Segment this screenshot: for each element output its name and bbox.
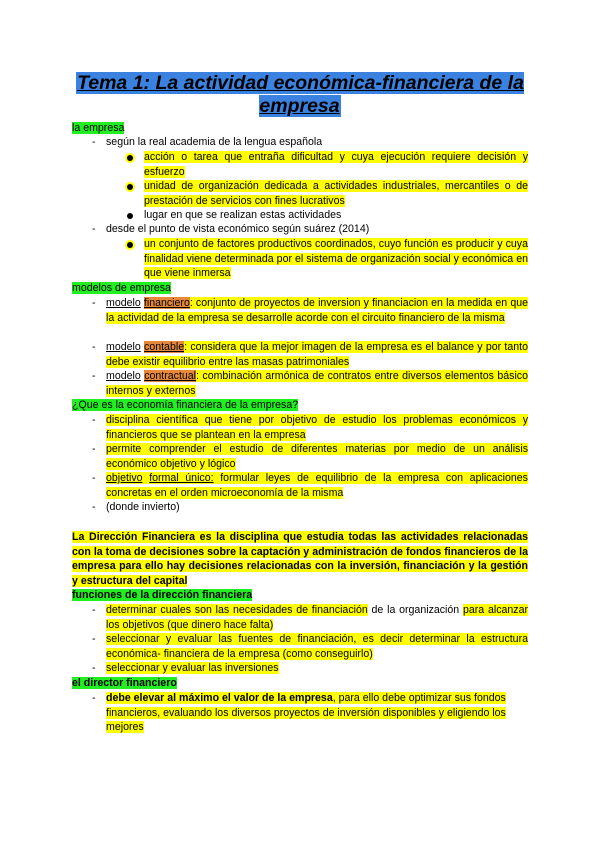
bullet-dot xyxy=(127,155,133,161)
economia-item-4: (donde invierto) xyxy=(106,501,180,513)
direccion-financiera-paragraph: La Dirección Financiera es la disciplina que estudia todas las actividades relacionadas con la toma de decisiones sobre la captación y administración de fondos financieros de la empresa para ello hay decisiones relacionadas con la inversión, financiación y la gestión y estructura del capital xyxy=(72,531,528,587)
funcion-2: seleccionar y evaluar las fuentes de financiación, es decir determinar la estructura económica- financiera de la empresa (como conseguirlo) xyxy=(106,633,528,660)
dash-bullet: - xyxy=(92,370,96,382)
suarez-definition: un conjunto de factores productivos coordinados, cuyo función es producir y cuya finalidad viene determinada por el sistema de organización social y económica en que viene inmersa xyxy=(144,238,528,280)
heading-funciones: funciones de la dirección financiera xyxy=(72,589,253,601)
economia-item-3: objetivo formal único: formular leyes de equilibrio de la empresa con aplicaciones concretas en el orden microeconomía de la misma xyxy=(106,472,528,499)
dash-bullet: - xyxy=(92,297,96,309)
dash-bullet: - xyxy=(92,341,96,353)
modelo-contractual: modelo contractual: combinación armónica de contratos entre diversos elementos básico internos y externos xyxy=(106,370,528,397)
rae-definition-3: lugar en que se realizan estas actividades xyxy=(144,209,342,221)
dash-bullet: - xyxy=(92,692,96,704)
dash-bullet: - xyxy=(92,604,96,616)
economia-item-2: permite comprender el estudio de diferentes materias por medio de un análisis económico objetivo y lógico xyxy=(106,443,528,470)
modelo-contable: modelo contable: considera que la mejor imagen de la empresa es el balance y por tanto debe existir equilibrio entre las masas patrimoniales xyxy=(106,341,528,368)
dash-bullet: - xyxy=(92,136,96,148)
director-item-1: debe elevar al máximo el valor de la empresa, para ello debe optimizar sus fondos financieros, evaluando los diversos proyectos de inversión disponibles y eligiendo los mejores xyxy=(106,692,506,734)
dash-bullet: - xyxy=(92,633,96,645)
dash-bullet: - xyxy=(92,472,96,484)
dash-bullet: - xyxy=(92,223,96,235)
funcion-1: determinar cuales son las necesidades de financiación de la organización para alcanzar los objetivos (que dinero hace falta) xyxy=(106,604,528,631)
dash-bullet: - xyxy=(92,414,96,426)
rae-definition-2: unidad de organización dedicada a actividades industriales, mercantiles o de prestación de servicios con fines lucrativos xyxy=(144,180,528,207)
page-title: Tema 1: La actividad económica-financiera de la empresa xyxy=(77,72,524,117)
empresa-item-suarez: desde el punto de vista económico según suárez (2014) xyxy=(106,223,370,235)
rae-definition-1: acción o tarea que entraña dificultad y cuya ejecución requiere decisión y esfuerzo xyxy=(144,151,528,178)
heading-director-financiero: el director financiero xyxy=(72,677,177,689)
bullet-dot xyxy=(127,242,133,248)
dash-bullet: - xyxy=(92,501,96,513)
economia-item-1: disciplina científica que tiene por objetivo de estudio los problemas económicos y financieros que se plantean en la empresa xyxy=(106,414,528,441)
modelo-financiero: modelo financiero: conjunto de proyectos de inversion y financiacion en la medida en que la actividad de la empresa se desarrolle acorde con el circuito financiero de la misma xyxy=(106,297,528,324)
dash-bullet: - xyxy=(92,662,96,674)
bullet-dot xyxy=(127,213,133,219)
heading-economia-financiera: ¿Que es la economía financiera de la empresa? xyxy=(72,399,299,411)
heading-modelos: modelos de empresa xyxy=(72,282,171,294)
heading-la-empresa: la empresa xyxy=(72,122,125,134)
bullet-dot xyxy=(127,184,133,190)
funcion-3: seleccionar y evaluar las inversiones xyxy=(106,662,279,674)
dash-bullet: - xyxy=(92,443,96,455)
empresa-item-rae: según la real academia de la lengua española xyxy=(106,136,323,148)
